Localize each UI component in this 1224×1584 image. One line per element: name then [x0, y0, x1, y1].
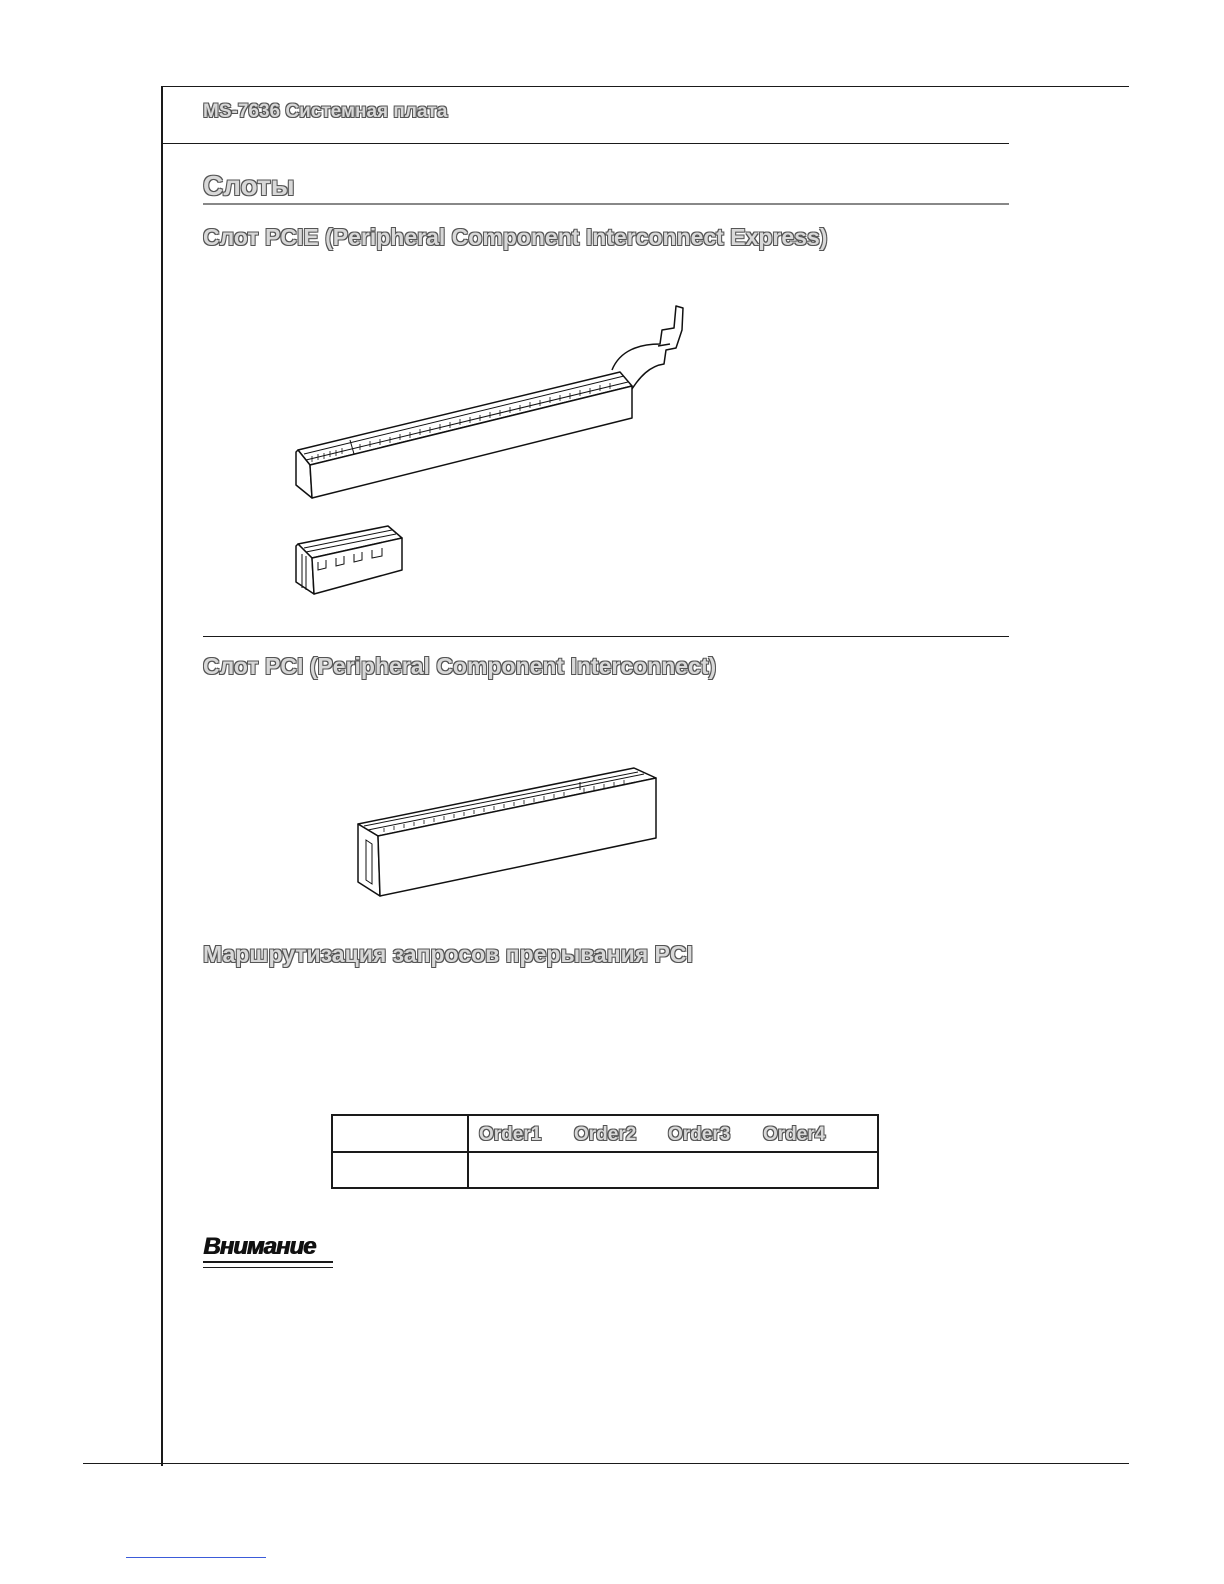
section-title: Слоты [203, 170, 295, 201]
left-margin-rule [161, 86, 163, 1466]
bottom-rule [83, 1463, 1129, 1464]
header-rule [161, 143, 1009, 144]
pcie-x1-slot-illustration [292, 524, 412, 599]
table-header-order3: Order3 [668, 1124, 731, 1145]
table-header-order4: Order4 [763, 1124, 826, 1145]
footer-link-underline [126, 1557, 266, 1558]
pci-rule [203, 636, 1009, 637]
irq-routing-heading: Маршрутизация запросов прерывания PCI [203, 941, 693, 967]
pci-slot-heading: Слот PCI (Peripheral Component Interconnect) [203, 653, 717, 679]
irq-routing-table [331, 1114, 879, 1189]
page-header-title: MS-7636 Системная плата [203, 101, 448, 122]
top-rule [161, 86, 1129, 87]
note-heading: Внимание [203, 1233, 316, 1260]
pci-slot-illustration [354, 762, 664, 902]
pcie-x16-slot-illustration [290, 300, 710, 510]
note-underline-2 [203, 1267, 333, 1268]
section-rule [203, 203, 1009, 205]
table-header-order1: Order1 [479, 1124, 542, 1145]
pcie-slot-heading: Слот PCIE (Peripheral Component Interconnect Express) [203, 224, 828, 250]
table-row-divider [333, 1151, 877, 1153]
note-underline-1 [203, 1261, 333, 1263]
table-header-order2: Order2 [574, 1124, 637, 1145]
